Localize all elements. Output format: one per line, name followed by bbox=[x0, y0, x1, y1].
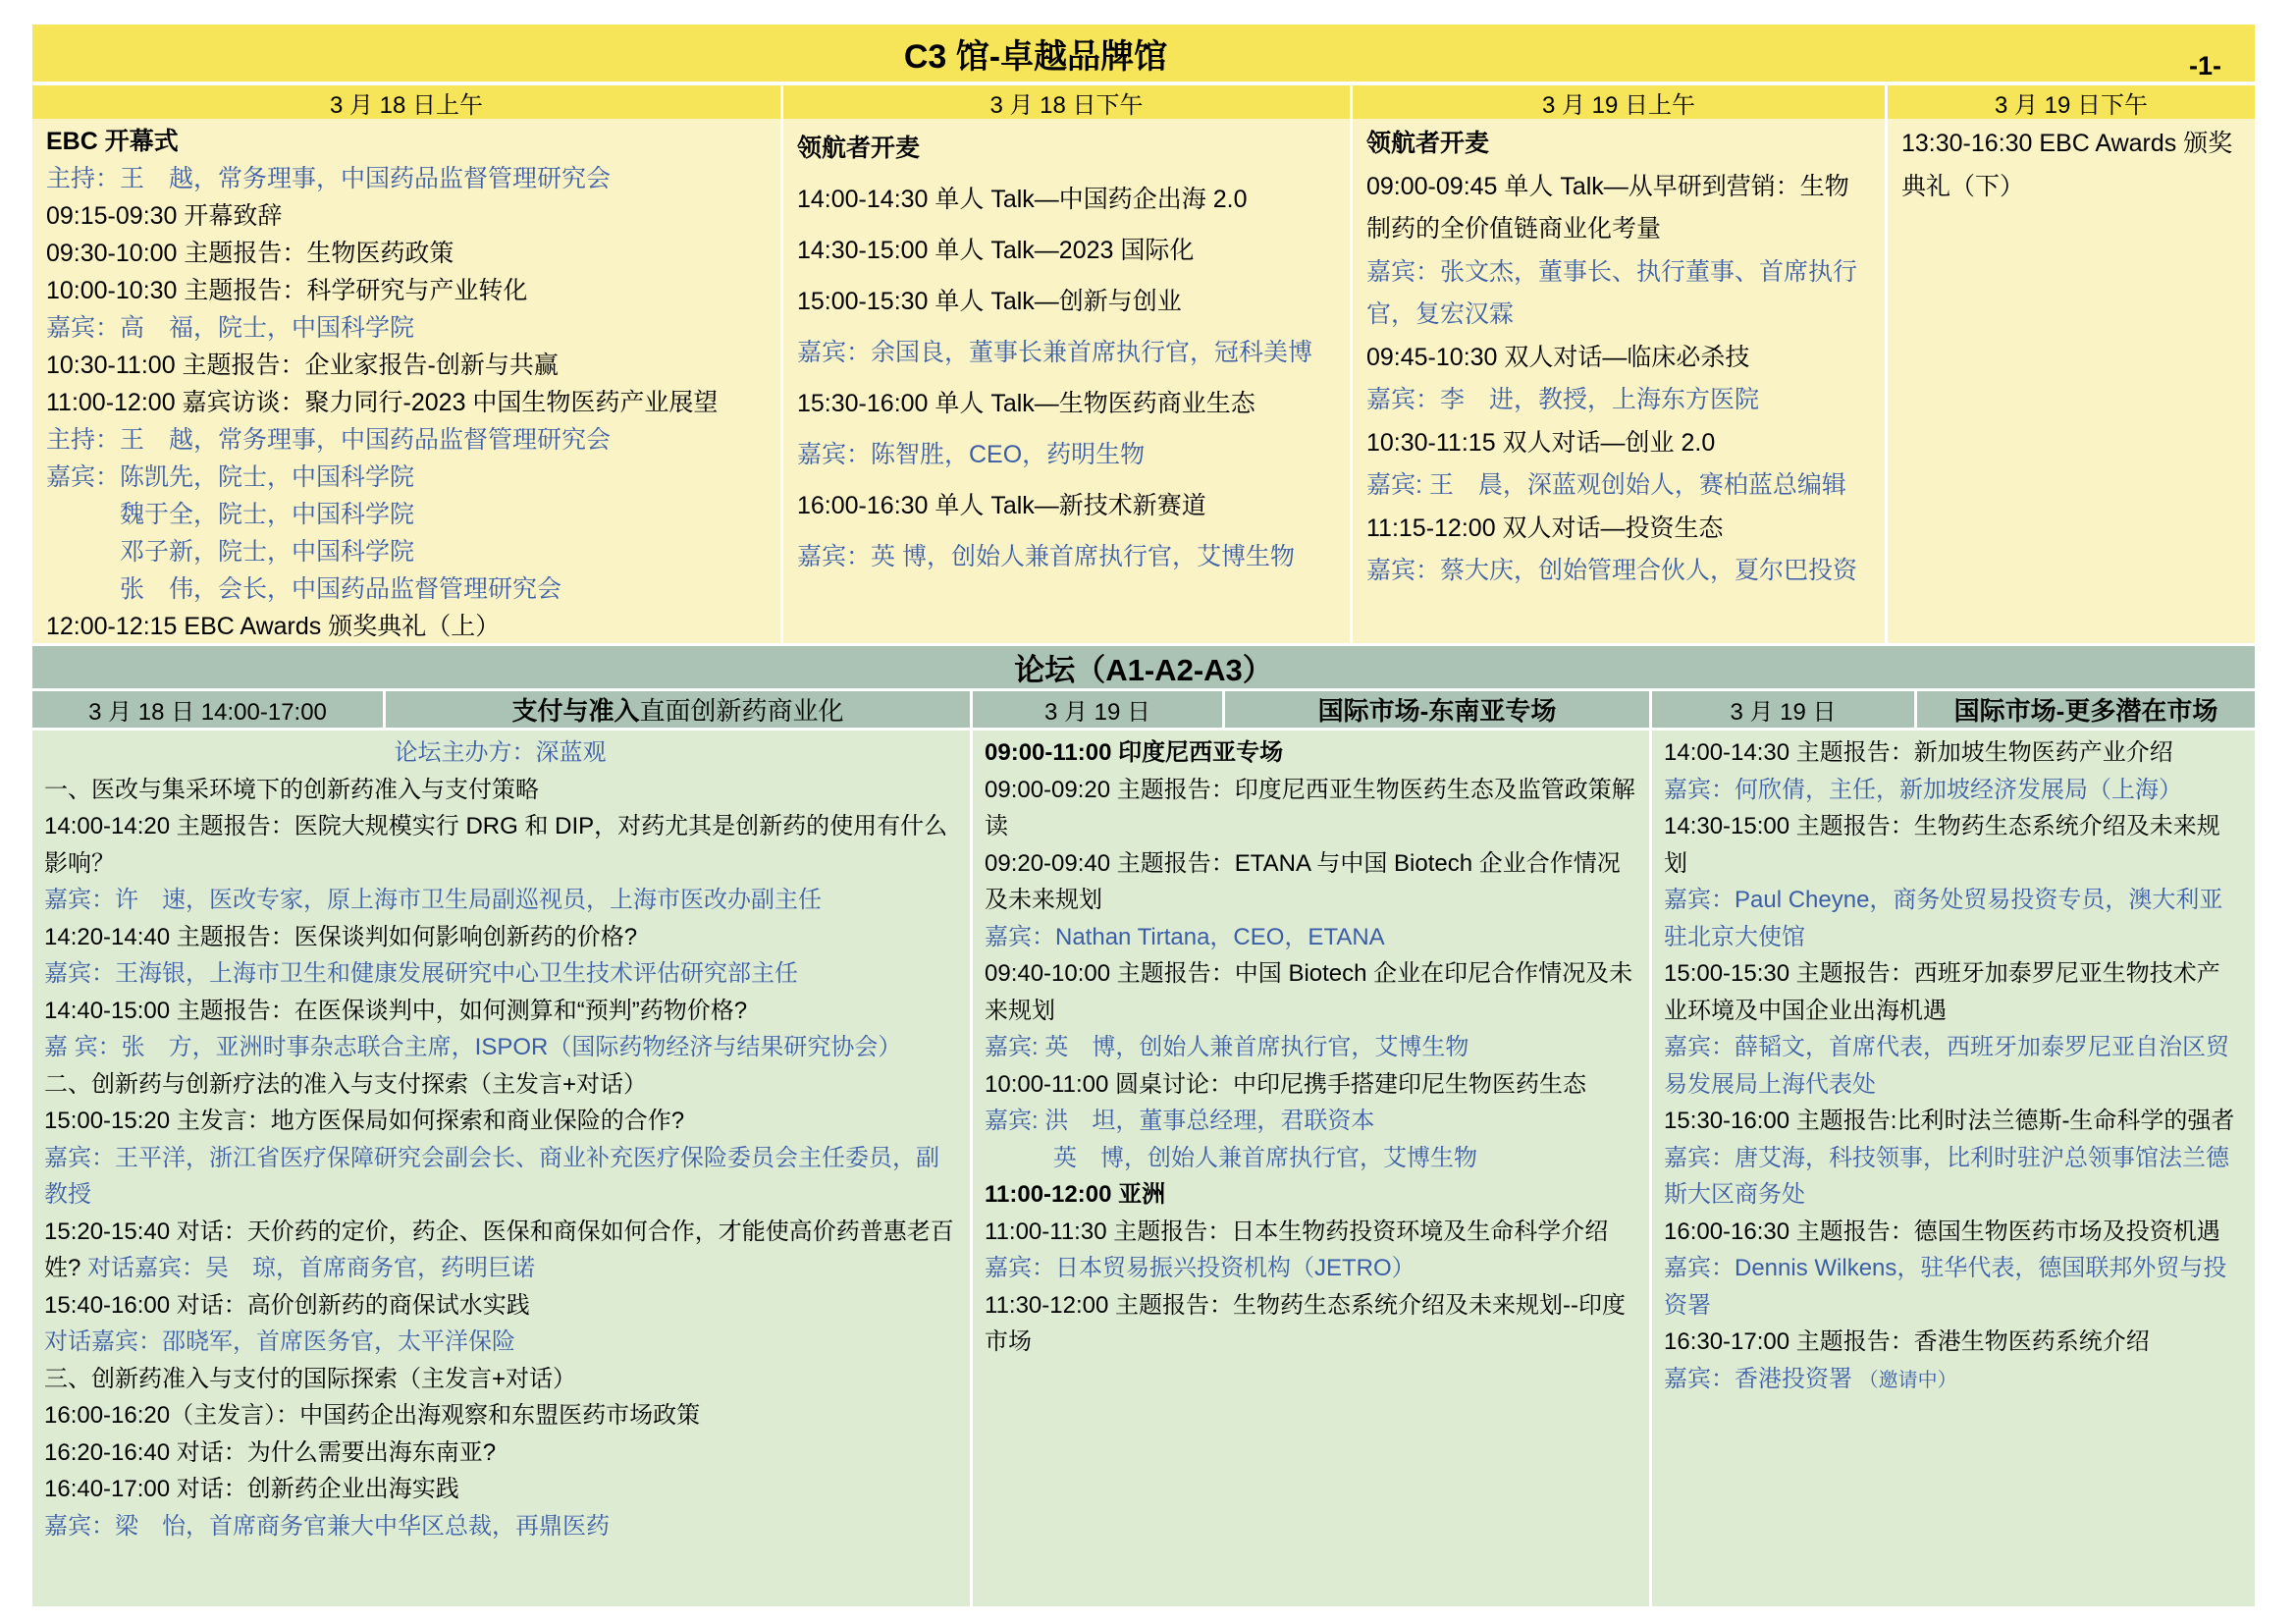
schedule-line bbox=[985, 734, 1635, 772]
schedule-line bbox=[797, 378, 1336, 429]
text-span: 对话嘉宾：邵晓军，首席医务官，太平洋保险 bbox=[44, 1328, 515, 1355]
text-span: 嘉宾：何欣倩，主任，新加坡经济发展局（上海） bbox=[1664, 776, 2182, 803]
schedule-line bbox=[797, 531, 1336, 582]
text-span: 11:00-11:30 主题报告：日本生物药投资环境及生命科学介绍 bbox=[985, 1218, 1609, 1245]
text-span: 09:45-10:30 双人对话—临床必杀技 bbox=[1366, 343, 1750, 371]
text-span: 支付与准入 bbox=[511, 696, 640, 726]
text-span: 嘉宾：日本贸易振兴投资机构（JETRO） bbox=[985, 1255, 1415, 1281]
forum-track-header-2 bbox=[1225, 691, 1649, 728]
schedule-line bbox=[44, 1397, 956, 1435]
forum-column-cell-2 bbox=[973, 731, 1649, 1606]
schedule-line bbox=[985, 1103, 1635, 1140]
hall-title: C3 馆-卓越品牌馆 bbox=[903, 37, 1168, 76]
text-span: 嘉宾: 王 晨，深蓝观创始人，赛柏蓝总编辑 bbox=[1366, 471, 1846, 499]
text-span: 魏于全，院士，中国科学院 bbox=[120, 501, 415, 528]
text-span: 09:15-09:30 开幕致辞 bbox=[46, 202, 283, 230]
schedule-line bbox=[44, 882, 956, 919]
schedule-line bbox=[1366, 251, 1871, 337]
hall-date-header-1: 3 月 18 日上午 bbox=[32, 85, 780, 120]
schedule-line bbox=[985, 1250, 1635, 1287]
text-span: 10:00-10:30 主题报告：科学研究与产业转化 bbox=[46, 277, 528, 304]
hall-title-bar bbox=[32, 25, 2255, 81]
schedule-line bbox=[985, 955, 1635, 1029]
schedule-line bbox=[797, 174, 1336, 225]
schedule-line bbox=[985, 1214, 1635, 1251]
schedule-line bbox=[46, 309, 767, 347]
schedule-line bbox=[985, 845, 1635, 919]
text-span: 嘉宾：Nathan Tirtana，CEO，ETANA bbox=[985, 923, 1385, 950]
text-span: 14:00-14:20 主题报告：医院大规模实行 DRG 和 DIP，对药尤其是创新药的使用有什么影响？ bbox=[44, 813, 948, 877]
text-span: 嘉宾：蔡大庆，创始管理合伙人，夏尔巴投资 bbox=[1366, 557, 1858, 584]
schedule-line bbox=[46, 459, 767, 496]
text-span: 嘉宾：许 速，医改专家，原上海市卫生局副巡视员，上海市医改办副主任 bbox=[44, 887, 822, 913]
schedule-line bbox=[46, 421, 767, 459]
schedule-line bbox=[1664, 1103, 2241, 1140]
text-span: 嘉宾：陈凯先，院士，中国科学院 bbox=[46, 463, 415, 491]
text-span: 13:30-16:30 EBC Awards 颁奖典礼（下） bbox=[1901, 130, 2233, 200]
text-span: 嘉宾: 洪 坦，董事总经理，君联资本 bbox=[985, 1108, 1375, 1134]
schedule-line bbox=[44, 919, 956, 956]
text-span: 12:00-12:15 EBC Awards 颁奖典礼（上） bbox=[46, 613, 501, 640]
forum-track-header-1 bbox=[386, 691, 970, 728]
text-span: 16:00-16:30 主题报告：德国生物医药市场及投资机遇 bbox=[1664, 1218, 2220, 1245]
forum-date-header-2: 3 月 19 日 bbox=[973, 691, 1222, 728]
hall-date-header-4: 3 月 19 日下午 bbox=[1888, 85, 2255, 120]
text-span: 嘉宾：梁 怡，首席商务官兼大中华区总裁，再鼎医药 bbox=[44, 1512, 610, 1540]
text-span: 嘉宾：香港投资署 bbox=[1664, 1365, 1859, 1392]
text-span: 14:30-15:00 单人 Talk—2023 国际化 bbox=[797, 237, 1195, 264]
text-span: 直面创新药商业化 bbox=[639, 696, 844, 726]
schedule-line bbox=[1664, 955, 2241, 1029]
schedule-line bbox=[44, 993, 956, 1030]
schedule-line bbox=[1366, 379, 1871, 422]
schedule-line bbox=[1664, 1214, 2241, 1251]
schedule-line bbox=[46, 272, 767, 309]
schedule-line bbox=[1664, 808, 2241, 882]
text-span: 二、创新药与创新疗法的准入与支付探索（主发言+对话） bbox=[44, 1070, 648, 1098]
schedule-line bbox=[985, 1176, 1635, 1214]
text-span: 邓子新，院士，中国科学院 bbox=[120, 538, 415, 566]
schedule-line bbox=[797, 225, 1336, 276]
schedule-line bbox=[985, 1287, 1635, 1361]
schedule-line bbox=[46, 533, 767, 570]
forum-column-cell-1 bbox=[32, 731, 970, 1606]
text-span: 嘉宾：陈智胜，CEO，药明生物 bbox=[797, 441, 1146, 468]
schedule-line bbox=[1664, 772, 2241, 809]
text-span: 嘉宾：唐艾海，科技领事，比利时驻沪总领事馆法兰德斯大区商务处 bbox=[1664, 1144, 2229, 1208]
hall-date-header-row bbox=[32, 85, 2255, 119]
schedule-line bbox=[46, 384, 767, 421]
schedule-line bbox=[44, 1066, 956, 1104]
text-span: 张 伟，会长，中国药品监督管理研究会 bbox=[120, 575, 562, 603]
text-span: 嘉宾: 英 博，创始人兼首席执行官，艾博生物 bbox=[985, 1034, 1469, 1060]
hall-column-cell-1 bbox=[32, 119, 780, 643]
schedule-line bbox=[985, 1066, 1635, 1104]
schedule-line bbox=[46, 570, 767, 608]
hall-body-row bbox=[32, 119, 2255, 643]
schedule-line bbox=[1664, 1324, 2241, 1361]
text-span: 对话嘉宾：吴 琼，首席商务官，药明巨诺 bbox=[87, 1255, 536, 1281]
schedule-line bbox=[46, 608, 767, 643]
text-span: 主持：王 越，常务理事，中国药品监督管理研究会 bbox=[46, 426, 612, 454]
schedule-line bbox=[1366, 337, 1871, 380]
text-span: 16:20-16:40 对话：为什么需要出海东南亚? bbox=[44, 1438, 497, 1466]
schedule-line bbox=[44, 955, 956, 993]
text-span: 15:40-16:00 对话：高价创新药的商保试水实践 bbox=[44, 1291, 530, 1319]
text-span: 14:00-14:30 单人 Talk—中国药企出海 2.0 bbox=[797, 186, 1248, 213]
schedule-line bbox=[1664, 1140, 2241, 1214]
text-span: 11:00-12:00 嘉宾访谈：聚力同行-2023 中国生物医药产业展望 bbox=[46, 389, 719, 416]
text-span: 10:30-11:15 双人对话—创业 2.0 bbox=[1366, 428, 1716, 457]
text-span: 14:30-15:00 主题报告：生物药生态系统介绍及未来规划 bbox=[1664, 813, 2220, 877]
schedule-line bbox=[44, 734, 956, 772]
schedule-line bbox=[46, 160, 767, 197]
text-span: 嘉宾：薛韬文，首席代表，西班牙加泰罗尼亚自治区贸易发展局上海代表处 bbox=[1664, 1034, 2229, 1098]
text-span: EBC 开幕式 bbox=[46, 128, 179, 155]
schedule-line bbox=[1366, 464, 1871, 508]
schedule-line bbox=[46, 123, 767, 160]
text-span: 11:15-12:00 双人对话—投资生态 bbox=[1366, 514, 1724, 542]
forum-date-header-3: 3 月 19 日 bbox=[1652, 691, 1914, 728]
schedule-line bbox=[46, 347, 767, 384]
schedule-line bbox=[44, 1435, 956, 1472]
schedule-line bbox=[985, 1029, 1635, 1066]
schedule-line bbox=[44, 1324, 956, 1361]
schedule-line bbox=[46, 235, 767, 272]
schedule-line bbox=[44, 1214, 956, 1287]
text-span: 14:20-14:40 主题报告：医保谈判如何影响创新药的价格? bbox=[44, 923, 638, 950]
text-span: 10:30-11:00 主题报告：企业家报告-创新与共赢 bbox=[46, 352, 559, 379]
text-span: 09:20-09:40 主题报告：ETANA 与中国 Biotech 企业合作情况及未来规划 bbox=[985, 849, 1621, 913]
schedule-line bbox=[1664, 1029, 2241, 1103]
hall-column-cell-4 bbox=[1888, 119, 2255, 643]
forum-track-header-3 bbox=[1917, 691, 2255, 728]
text-span: 嘉宾：李 进，教授，上海东方医院 bbox=[1366, 386, 1760, 413]
text-span: 英 博，创始人兼首席执行官，艾博生物 bbox=[1053, 1144, 1477, 1171]
schedule-line bbox=[46, 496, 767, 533]
schedule-table bbox=[32, 25, 2255, 1606]
text-span: 15:00-15:30 主题报告：西班牙加泰罗尼亚生物技术产业环境及中国企业出海机遇 bbox=[1664, 960, 2220, 1024]
text-span: 嘉宾：张文杰，董事长、执行董事、首席执行官，复宏汉霖 bbox=[1366, 257, 1858, 328]
forum-column-cell-3 bbox=[1652, 731, 2255, 1606]
text-span: 11:00-12:00 亚洲 bbox=[985, 1181, 1166, 1208]
schedule-line bbox=[1901, 123, 2241, 208]
text-span: （邀请中） bbox=[1858, 1369, 1957, 1391]
text-span: 15:30-16:00 单人 Talk—生物医药商业生态 bbox=[797, 390, 1255, 417]
text-span: 14:40-15:00 主题报告：在医保谈判中，如何测算和“预判”药物价格? bbox=[44, 997, 748, 1024]
schedule-line bbox=[44, 1508, 956, 1545]
hall-column-cell-3 bbox=[1353, 119, 1885, 643]
hall-column-cell-2 bbox=[783, 119, 1350, 643]
text-span: 16:40-17:00 对话：创新药企业出海实践 bbox=[44, 1476, 459, 1502]
text-span: 09:00-09:45 单人 Talk—从早研到营销：生物制药的全价值链商业化考量 bbox=[1366, 172, 1849, 243]
schedule-line bbox=[1664, 882, 2241, 955]
schedule-line bbox=[44, 1029, 956, 1066]
schedule-line bbox=[1366, 123, 1871, 166]
schedule-line bbox=[797, 480, 1336, 531]
text-span: 嘉宾：英 博，创始人兼首席执行官，艾博生物 bbox=[797, 543, 1295, 570]
text-span: 领航者开麦 bbox=[1366, 130, 1490, 157]
hall-date-header-3: 3 月 19 日上午 bbox=[1353, 85, 1885, 120]
schedule-line bbox=[1366, 550, 1871, 593]
schedule-line bbox=[46, 197, 767, 235]
schedule-line bbox=[797, 429, 1336, 480]
schedule-line bbox=[1366, 166, 1871, 251]
text-span: 15:20-15:40 对话：天价药的定价，药企、医保和商保如何合作，才能使高价药普惠老百姓? bbox=[44, 1218, 954, 1281]
schedule-line bbox=[985, 1140, 1635, 1177]
schedule-line bbox=[797, 327, 1336, 378]
schedule-line bbox=[1664, 1361, 2241, 1400]
schedule-line bbox=[44, 1103, 956, 1140]
text-span: 嘉宾：Dennis Wilkens，驻华代表，德国联邦外贸与投资署 bbox=[1664, 1255, 2227, 1319]
text-span: 16:00-16:30 单人 Talk—新技术新赛道 bbox=[797, 492, 1206, 519]
text-span: 16:30-17:00 主题报告：香港生物医药系统介绍 bbox=[1664, 1328, 2150, 1355]
text-span: 嘉宾：高 福，院士，中国科学院 bbox=[46, 314, 415, 342]
forum-title-bar bbox=[32, 646, 2255, 688]
text-span: 嘉宾：王海银，上海市卫生和健康发展研究中心卫生技术评估研究部主任 bbox=[44, 960, 798, 987]
text-span: 嘉 宾：张 方，亚洲时事杂志联合主席，ISPOR（国际药物经济与结果研究协会） bbox=[44, 1034, 902, 1060]
text-span: 16:00-16:20（主发言）：中国药企出海观察和东盟医药市场政策 bbox=[44, 1402, 701, 1429]
text-span: 三、创新药准入与支付的国际探索（主发言+对话） bbox=[44, 1365, 577, 1392]
schedule-line bbox=[44, 1361, 956, 1398]
text-span: 国际市场-东南亚专场 bbox=[1317, 696, 1557, 726]
hall-date-header-2: 3 月 18 日下午 bbox=[783, 85, 1350, 120]
text-span: 15:00-15:20 主发言：地方医保局如何探索和商业保险的合作? bbox=[44, 1108, 685, 1134]
text-span: 一、医改与集采环境下的创新药准入与支付策略 bbox=[44, 776, 539, 803]
schedule-line bbox=[1366, 422, 1871, 465]
schedule-line bbox=[797, 276, 1336, 327]
forum-date-header-1: 3 月 18 日 14:00-17:00 bbox=[32, 691, 383, 728]
schedule-line bbox=[985, 772, 1635, 845]
text-span: 嘉宾：余国良，董事长兼首席执行官，冠科美博 bbox=[797, 339, 1313, 366]
schedule-line bbox=[44, 772, 956, 809]
schedule-line bbox=[985, 919, 1635, 956]
text-span: 10:00-11:00 圆桌讨论：中印尼携手搭建印尼生物医药生态 bbox=[985, 1070, 1586, 1098]
text-span: 14:00-14:30 主题报告：新加坡生物医药产业介绍 bbox=[1664, 739, 2173, 766]
schedule-line bbox=[44, 808, 956, 882]
schedule-line bbox=[797, 123, 1336, 174]
page-number: -1- bbox=[2189, 51, 2221, 81]
text-span: 嘉宾：王平洋，浙江省医疗保障研究会副会长、商业补充医疗保险委员会主任委员，副教授 bbox=[44, 1144, 939, 1208]
text-span: 领航者开麦 bbox=[797, 135, 921, 162]
text-span: 论坛主办方：深蓝观 bbox=[394, 739, 607, 766]
text-span: 15:30-16:00 主题报告:比利时法兰德斯-生命科学的强者 bbox=[1664, 1108, 2235, 1134]
text-span: 国际市场-更多潜在市场 bbox=[1953, 696, 2218, 726]
schedule-line bbox=[1664, 734, 2241, 772]
forum-body-row bbox=[32, 731, 2255, 1606]
text-span: 09:40-10:00 主题报告：中国 Biotech 企业在印尼合作情况及未来规划 bbox=[985, 960, 1633, 1024]
forum-title: 论坛（A1-A2-A3） bbox=[1014, 653, 1273, 687]
text-span: 主持：王 越，常务理事，中国药品监督管理研究会 bbox=[46, 165, 612, 192]
schedule-line bbox=[44, 1140, 956, 1214]
schedule-line bbox=[44, 1471, 956, 1508]
text-span: 15:00-15:30 单人 Talk—创新与创业 bbox=[797, 288, 1182, 315]
schedule-line bbox=[44, 1287, 956, 1325]
text-span: 11:30-12:00 主题报告：生物药生态系统介绍及未来规划--印度市场 bbox=[985, 1291, 1626, 1355]
schedule-line bbox=[1664, 1250, 2241, 1324]
text-span: 09:30-10:00 主题报告：生物医药政策 bbox=[46, 240, 454, 267]
schedule-line bbox=[1366, 508, 1871, 551]
forum-header-row bbox=[32, 691, 2255, 728]
text-span: 09:00-11:00 印度尼西亚专场 bbox=[985, 739, 1284, 766]
text-span: 嘉宾：Paul Cheyne，商务处贸易投资专员，澳大利亚驻北京大使馆 bbox=[1664, 887, 2223, 950]
text-span: 09:00-09:20 主题报告：印度尼西亚生物医药生态及监管政策解读 bbox=[985, 776, 1635, 839]
